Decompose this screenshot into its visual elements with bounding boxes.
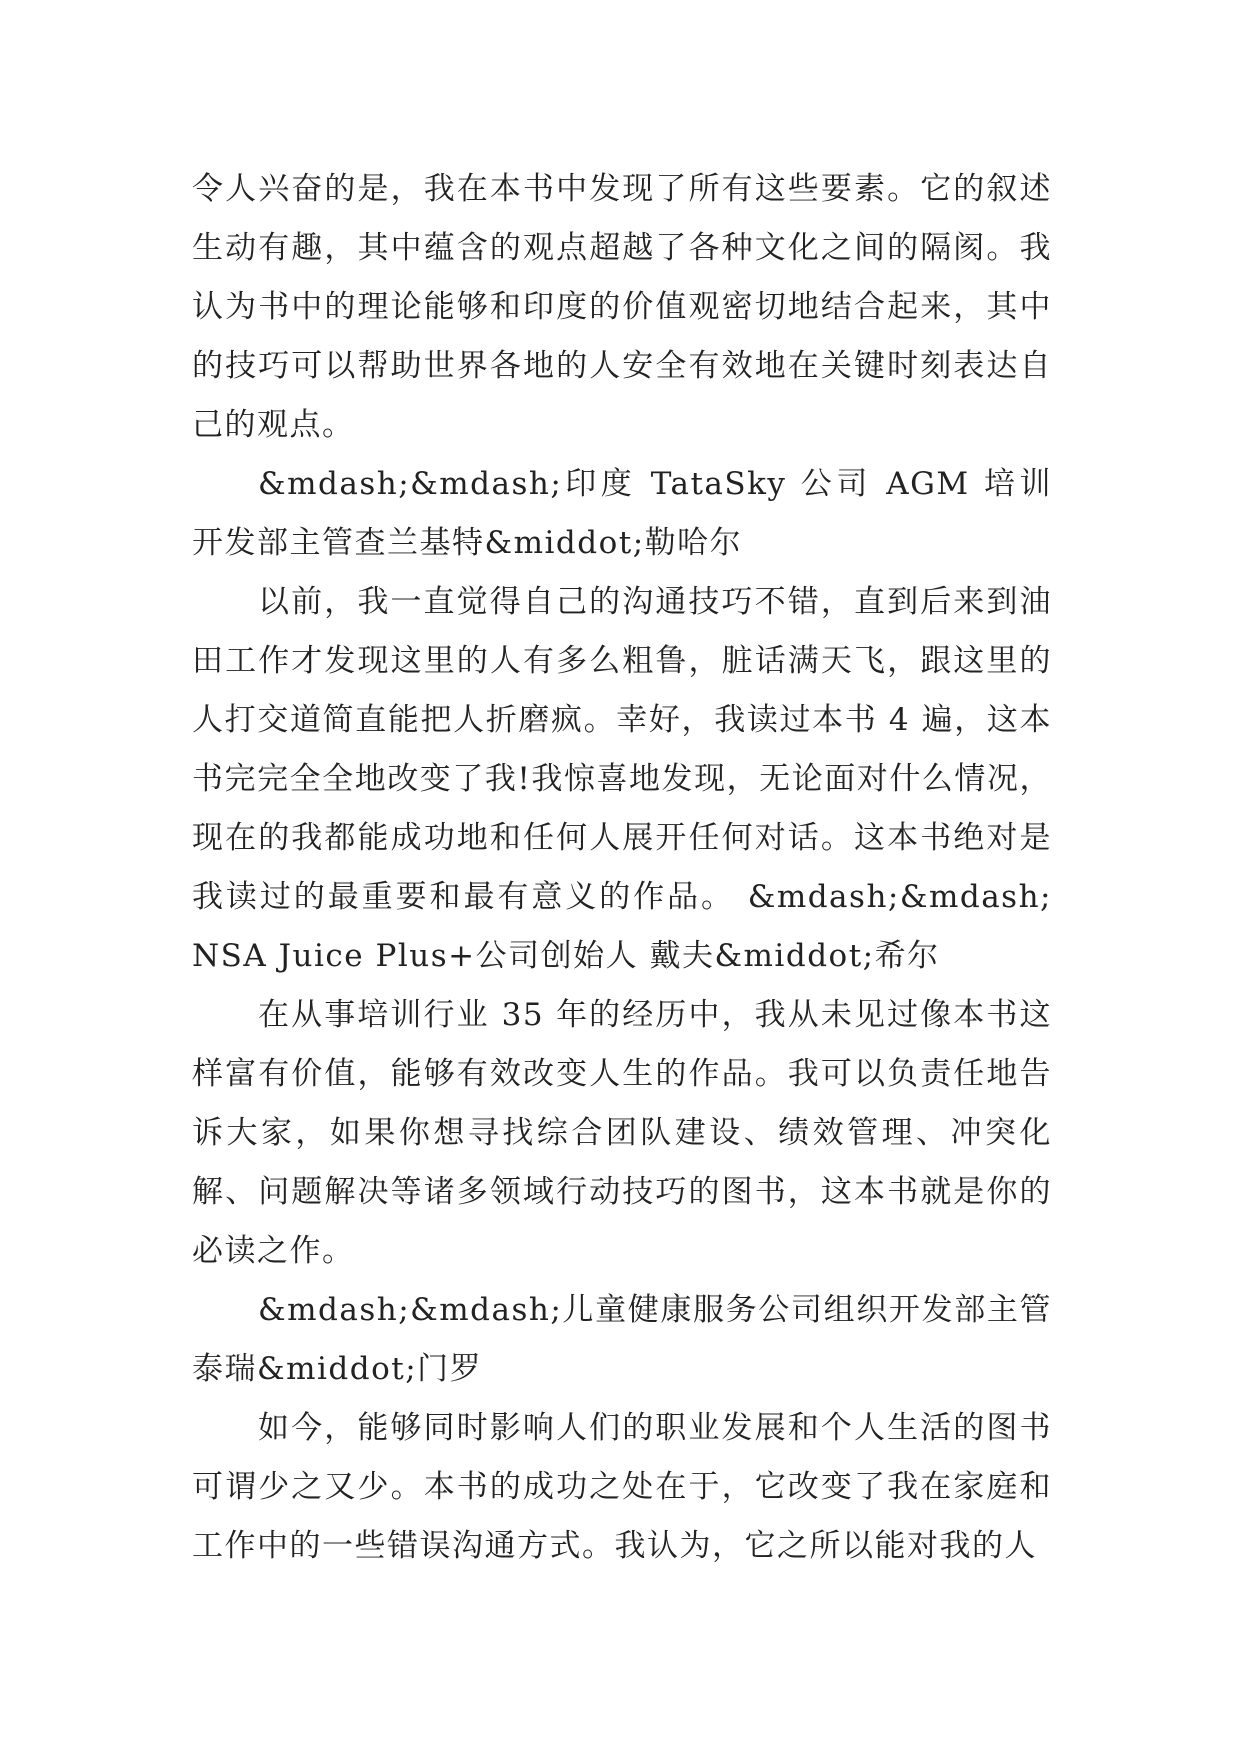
paragraph-1: 令人兴奋的是，我在本书中发现了所有这些要素。它的叙述生动有趣，其中蕴含的观点超越了各种文化之间的隔阂。我认为书中的理论能够和印度的价值观密切地结合起来，其中的技巧可以帮助世界各地的人安全有效地在关键时刻表达自己的观点。 [192,171,1052,443]
body-text [192,160,1052,1576]
paragraph-3: 以前，我一直觉得自己的沟通技巧不错，直到后来到油田工作才发现这里的人有多么粗鲁，脏话满天飞，跟这里的人打交道简直能把人折磨疯。幸好，我读过本书 4 遍，这本书完完全全地改变了我!我惊喜地发现，无论面对什么情况，现在的我都能成功地和任何人展开任何对话。这本书绝对是我读过的最重要和最有意义的作品。 &mdash;&mdash;NSA Juice Plus+公司创始人 戴夫&middot;希尔 [192,584,1052,974]
paragraph-5-attribution: &mdash;&mdash;儿童健康服务公司组织开发部主管泰瑞&middot;门罗 [192,1292,1052,1387]
paragraph-2-attribution: &mdash;&mdash;印度 TataSky 公司 AGM 培训开发部主管查兰基特&middot;勒哈尔 [192,466,1052,561]
paragraph-4: 在从事培训行业 35 年的经历中，我从未见过像本书这样富有价值，能够有效改变人生的作品。我可以负责任地告诉大家，如果你想寻找综合团队建设、绩效管理、冲突化解、问题解决等诸多领域行动技巧的图书，这本书就是你的必读之作。 [192,997,1052,1269]
paragraph-6: 如今，能够同时影响人们的职业发展和个人生活的图书可谓少之又少。本书的成功之处在于，它改变了我在家庭和工作中的一些错误沟通方式。我认为，它之所以能对我的人 [192,1410,1052,1564]
